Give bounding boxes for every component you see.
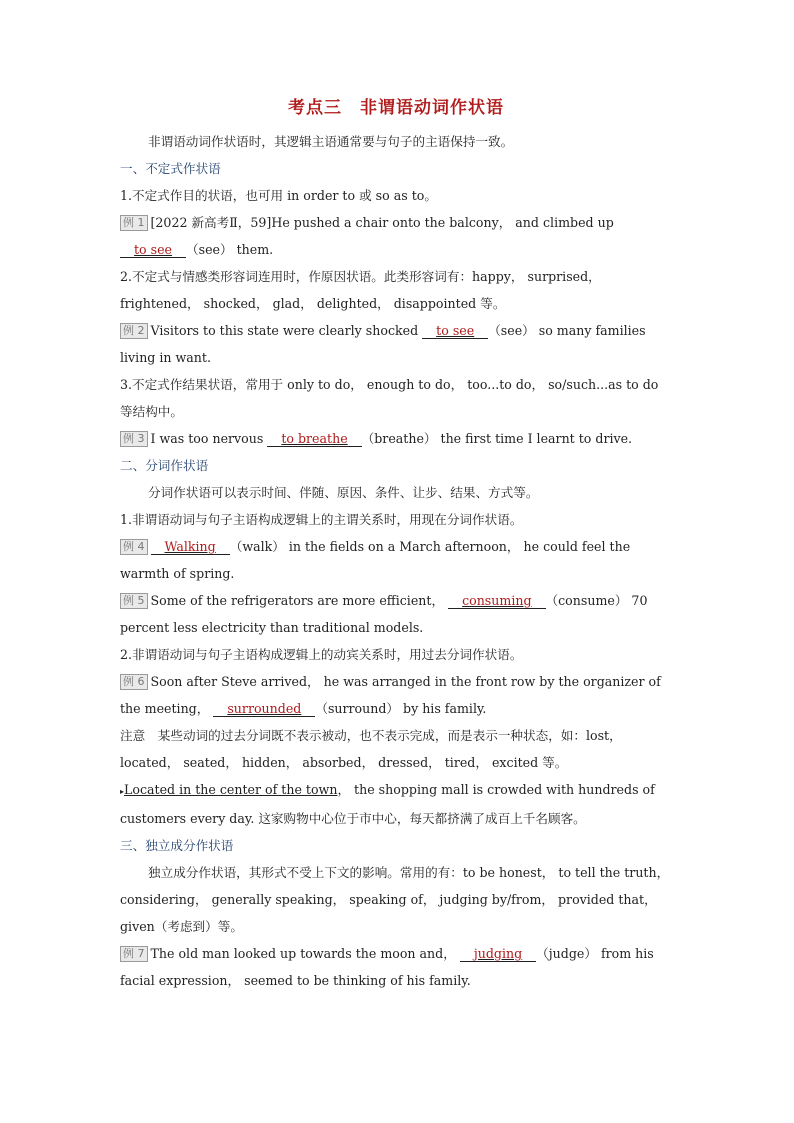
intro-paragraph: 非谓语动词作状语时，其逻辑主语通常要与句子的主语保持一致。 [148,134,514,149]
example-text: （judge） from his facial expression， seemed to be thinking of his family. [120,946,654,988]
rule-paragraph: 1.非谓语动词与句子主语构成逻辑上的主谓关系时，用现在分词作状语。 [120,512,523,527]
example-tag: 例 5 [120,593,148,609]
answer-blank: consuming [448,593,545,609]
example-2 [120,317,672,371]
example-text: （consume） 70 percent less electricity than traditional models. [120,593,648,635]
note-example [120,776,672,832]
example-1 [120,209,672,263]
example-text: I was too nervous [150,431,268,446]
answer-blank: surrounded [213,701,315,717]
answer-blank: to breathe [267,431,361,447]
example-text: （see） them. [186,242,274,257]
example-tag: 例 7 [120,946,148,962]
rule-paragraph: 2.非谓语动词与句子主语构成逻辑上的动宾关系时，用过去分词作状语。 [120,647,523,662]
answer-blank: to see [120,242,186,258]
section-intro: 分词作状语可以表示时间、伴随、原因、条件、让步、结果、方式等。 [148,485,539,500]
example-text: ， the shopping mall is crowded with hundreds of customers every day. 这家购物中心位于市中心，每天都挤满了成百上千名顾客。 [120,782,655,826]
section-heading-independent: 三、独立成分作状语 [120,838,234,853]
example-tag: 例 1 [120,215,148,231]
example-text: （surround） by his family. [315,701,487,716]
example-tag: 例 6 [120,674,148,690]
example-text: Visitors to this state were clearly shocked [150,323,423,338]
example-text: The old man looked up towards the moon and， [150,946,460,961]
example-3 [120,425,672,452]
example-tag: 例 4 [120,539,148,555]
underlined-phrase: Located in the center of the town [124,782,338,797]
answer-blank: to see [422,323,488,339]
example-text: Some of the refrigerators are more efficient， [150,593,449,608]
example-text: [2022 新高考Ⅱ，59]He pushed a chair onto the balcony， and climbed up [150,215,614,230]
document-page [120,96,672,994]
example-7 [120,940,672,994]
note-paragraph [120,722,672,776]
example-text: （walk） in the fields on a March afternoon， he could feel the warmth of spring. [120,539,631,581]
answer-blank: judging [460,946,536,962]
example-text: （breathe） the first time I learnt to drive. [361,431,633,446]
rule-paragraph: 2.不定式与情感类形容词连用时，作原因状语。此类形容词有：happy， surprised， frightened， shocked， glad， delighted， disappointed 等。 [120,269,601,311]
bullet-icon: ▸ [120,787,125,796]
rule-paragraph: 3.不定式作结果状语，常用于 only to do， enough to do， too...to do， so/such...as to do 等结构中。 [120,377,659,419]
example-6 [120,668,672,722]
answer-blank: Walking [151,539,230,555]
rule-paragraph: 1.不定式作目的状语，也可用 in order to 或 so as to。 [120,188,437,203]
page-title: 考点三 非谓语动词作状语 [288,98,504,118]
example-5 [120,587,672,641]
example-4 [120,533,672,587]
example-tag: 例 2 [120,323,148,339]
example-text: （see） so many families living in want. [120,323,646,365]
example-text: Soon after Steve arrived， he was arranged in the front row by the organizer of the meeting， [120,674,661,716]
section-intro: 独立成分作状语，其形式不受上下文的影响。常用的有：to be honest， to tell the truth， considering， generally speaking， speaking of， judging by/from， provided that， given（考虑到）等。 [120,865,670,934]
example-tag: 例 3 [120,431,148,447]
section-heading-infinitive: 一、不定式作状语 [120,161,221,176]
note-text: 某些动词的过去分词既不表示被动，也不表示完成，而是表示一种状态，如：lost， located， seated， hidden， absorbed， dressed， tired， excited 等。 [120,728,622,770]
note-label: 注意 [120,728,146,743]
section-heading-participle: 二、分词作状语 [120,458,209,473]
